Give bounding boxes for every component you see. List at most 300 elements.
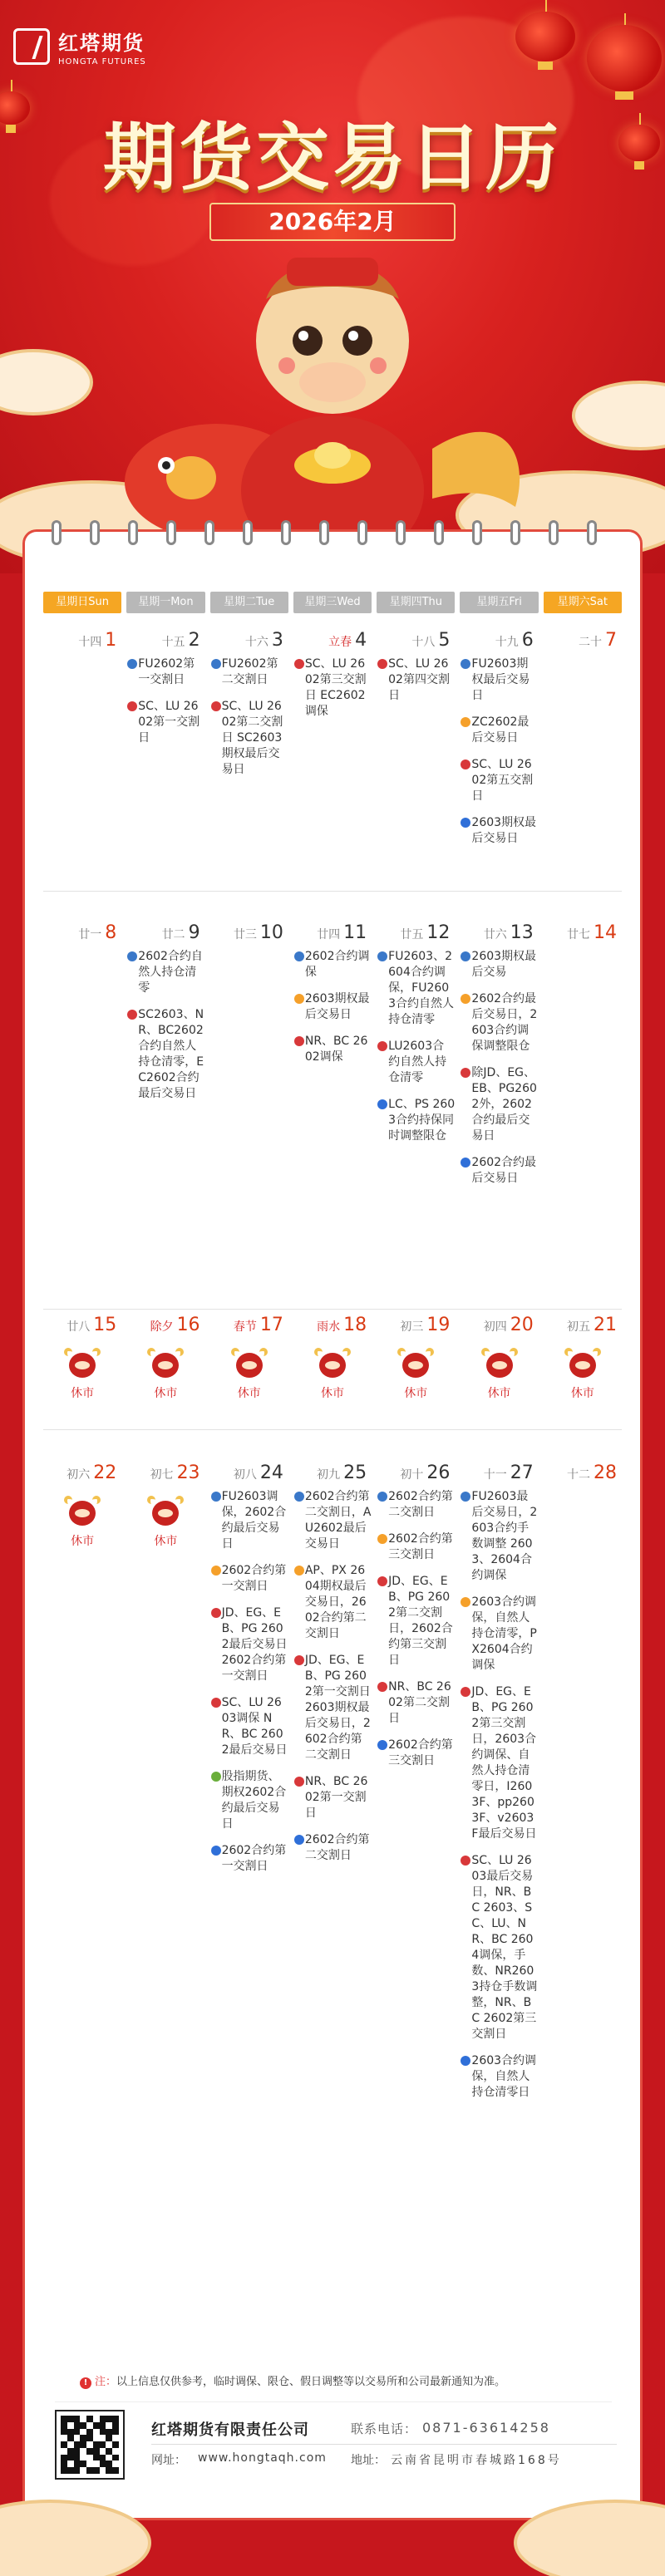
day-header <box>460 1461 538 1489</box>
calendar-event <box>126 949 204 996</box>
weekday-label: 星期三Wed <box>293 592 372 613</box>
event-text: 2603期权最后交易 <box>471 950 537 979</box>
binder-ring-icon <box>396 520 406 545</box>
event-text: 2602合约第一交割日 <box>221 1564 287 1593</box>
event-text: 2602合约最后交易日，2603合约调保调整限仓 <box>471 992 538 1053</box>
ox-mascot-icon <box>481 1346 518 1383</box>
binder-ring-icon <box>52 520 62 545</box>
lunar-date: 廿四 <box>317 928 341 941</box>
exchange-dot-icon <box>377 1099 387 1109</box>
holiday-label: 休市 <box>487 1387 511 1400</box>
holiday-marker <box>126 1346 204 1401</box>
calendar-event <box>460 1684 538 1842</box>
calendar-sheet <box>25 532 640 2518</box>
calendar-event <box>460 2053 538 2101</box>
day-cell <box>460 921 538 1197</box>
hero-banner <box>0 0 665 573</box>
calendar-event <box>126 1007 204 1102</box>
event-text: FU2603最后交易日，2603合约手数调整 2603、2604合约调保 <box>471 1490 538 1582</box>
exchange-dot-icon <box>461 1687 470 1697</box>
footer-rule <box>151 2444 617 2445</box>
holiday-marker <box>460 1346 538 1401</box>
exchange-dot-icon <box>294 1036 304 1046</box>
day-cell <box>43 921 121 1197</box>
day-header <box>126 628 204 656</box>
calendar-event <box>377 1039 455 1086</box>
exchange-dot-icon <box>211 1772 221 1782</box>
day-cell <box>377 1461 455 2111</box>
event-text: SC、LU 2602第二交割日 SC2603期权最后交易日 <box>221 700 283 776</box>
calendar-event <box>210 699 288 778</box>
lunar-date: 廿八 <box>66 1320 91 1334</box>
calendar-event <box>460 757 538 804</box>
warning-icon: ! <box>80 2377 91 2389</box>
lunar-date: 二十 <box>578 636 602 649</box>
event-text: 2603合约调保，自然人持仓清零，PX2604合约调保 <box>471 1595 537 1672</box>
calendar-event <box>377 1679 455 1727</box>
ox-mascot-icon <box>64 1346 101 1383</box>
day-header <box>460 628 538 656</box>
event-text: 2602合约第三交割日 <box>388 1532 453 1561</box>
lunar-date: 初三 <box>400 1320 424 1334</box>
lunar-date: 十九 <box>495 636 519 649</box>
exchange-dot-icon <box>461 1158 470 1168</box>
lunar-date: 十四 <box>78 636 102 649</box>
day-number: 26 <box>426 1463 451 1483</box>
day-number: 7 <box>604 630 617 651</box>
event-text: SC、LU 2603调保 NR、BC 2602最后交易日 <box>221 1696 288 1757</box>
logo-mark-icon <box>13 28 50 65</box>
exchange-dot-icon <box>461 1492 470 1502</box>
exchange-dot-icon <box>461 659 470 669</box>
lunar-date: 初十 <box>400 1468 424 1482</box>
day-number: 18 <box>343 1315 367 1335</box>
address-label: 地址： <box>351 2454 386 2467</box>
exchange-dot-icon <box>127 659 137 669</box>
calendar-event <box>460 715 538 746</box>
calendar-event <box>460 991 538 1054</box>
exchange-dot-icon <box>211 1608 221 1618</box>
note-label: 注： <box>95 2376 117 2388</box>
weekday-label: 星期日Sun <box>43 592 121 613</box>
exchange-dot-icon <box>461 818 470 828</box>
event-text: 2602合约第一交割日 <box>221 1844 287 1873</box>
note-text: 以上信息仅供参考，临时调保、限仓、假日调整等以交易所和公司最新通知为准。 <box>116 2376 506 2388</box>
exchange-dot-icon <box>377 1576 387 1586</box>
event-text: JD、EG、EB、PG 2602最后交易日 2602合约第一交割日 <box>221 1606 288 1683</box>
day-header <box>293 921 372 949</box>
binder-ring-icon <box>549 520 559 545</box>
day-header <box>210 921 288 949</box>
lunar-date: 雨水 <box>317 1320 341 1334</box>
calendar-event <box>126 656 204 688</box>
day-header <box>377 1461 455 1489</box>
binder-ring-icon <box>243 520 253 545</box>
day-cell <box>210 921 288 1197</box>
day-cell <box>293 1461 372 2111</box>
calendar-event <box>460 1489 538 1584</box>
event-text: LU2603合约自然人持仓清零 <box>388 1040 447 1084</box>
holiday-label: 休市 <box>237 1387 261 1400</box>
day-cell <box>377 1313 455 1401</box>
day-cell <box>293 628 372 858</box>
exchange-dot-icon <box>294 951 304 961</box>
lunar-date: 十八 <box>411 636 436 649</box>
event-text: FU2602第一交割日 <box>138 657 195 686</box>
day-cell <box>460 1313 538 1401</box>
day-cell <box>210 628 288 858</box>
calendar-event <box>293 949 372 981</box>
brand-logo <box>13 27 146 66</box>
exchange-dot-icon <box>294 659 304 669</box>
phone-label: 联系电话： <box>351 2421 418 2436</box>
day-header <box>210 1313 288 1341</box>
exchange-dot-icon <box>211 1846 221 1856</box>
day-number: 19 <box>426 1315 451 1335</box>
exchange-dot-icon <box>211 1566 221 1576</box>
holiday-label: 休市 <box>154 1535 178 1548</box>
calendar-event <box>126 699 204 746</box>
binder-ring-icon <box>281 520 291 545</box>
event-text: JD、EG、EB、PG 2602第一交割日 2603期权最后交易日，2602合约第二交割日 <box>304 1654 371 1762</box>
lunar-date: 十一 <box>483 1468 507 1482</box>
lunar-date: 廿一 <box>78 928 102 941</box>
binder-ring-icon <box>434 520 444 545</box>
event-text: 2603合约调保，自然人持仓清零日 <box>471 2054 537 2099</box>
event-text: SC、LU 2602第三交割日 EC2602调保 <box>304 657 367 718</box>
event-text: 2602合约第二交割日，AU2602最后交易日 <box>304 1490 372 1551</box>
lantern-icon <box>515 12 575 61</box>
exchange-dot-icon <box>461 1068 470 1078</box>
week-divider <box>43 1309 622 1310</box>
day-number: 22 <box>93 1463 117 1483</box>
holiday-marker <box>377 1346 455 1401</box>
exchange-dot-icon <box>377 1740 387 1750</box>
event-text: AP、PX 2604期权最后交易日，2602合约第二交割日 <box>304 1564 367 1640</box>
day-number: 16 <box>176 1315 200 1335</box>
holiday-marker <box>126 1494 204 1549</box>
event-text: 2602合约第二交割日 <box>304 1833 370 1862</box>
event-text: SC2603、NR、BC2602合约自然人持仓清零，EC2602合约最后交易日 <box>138 1008 204 1100</box>
ox-mascot-icon <box>147 1346 184 1383</box>
day-cell <box>544 921 622 1197</box>
event-text: 2602合约第二交割日 <box>388 1490 453 1519</box>
day-cell <box>293 921 372 1197</box>
day-number: 15 <box>93 1315 117 1335</box>
day-header <box>210 1461 288 1489</box>
exchange-dot-icon <box>211 659 221 669</box>
weekday-header <box>43 592 622 613</box>
calendar-event <box>377 1574 455 1669</box>
company-name: 红塔期货有限责任公司 <box>151 2421 309 2439</box>
day-cell <box>460 628 538 858</box>
calendar-event <box>377 656 455 704</box>
day-number: 27 <box>510 1463 534 1483</box>
calendar-event <box>377 949 455 1028</box>
exchange-dot-icon <box>461 760 470 769</box>
event-text: 2603期权最后交易日 <box>471 816 537 845</box>
day-header <box>293 1313 372 1341</box>
day-header <box>43 1461 121 1489</box>
exchange-dot-icon <box>294 1777 304 1787</box>
calendar-event <box>210 1695 288 1758</box>
footer-divider <box>55 2401 612 2402</box>
holiday-marker <box>293 1346 372 1401</box>
holiday-marker <box>210 1346 288 1401</box>
day-header <box>293 1461 372 1489</box>
exchange-dot-icon <box>127 1010 137 1020</box>
event-text: SC、LU 2602第五交割日 <box>471 758 534 803</box>
lunar-date: 除夕 <box>150 1320 174 1334</box>
lunar-date: 廿六 <box>483 928 507 941</box>
exchange-dot-icon <box>461 951 470 961</box>
calendar-week <box>43 1461 622 2111</box>
horse-mascot-icon <box>241 258 424 565</box>
event-text: 股指期货、期权2602合约最后交易日 <box>221 1770 287 1831</box>
exchange-dot-icon <box>461 2056 470 2066</box>
day-number: 5 <box>438 630 451 651</box>
holiday-marker <box>43 1346 121 1401</box>
website-label: 网址： <box>151 2454 186 2467</box>
day-number: 24 <box>259 1463 283 1483</box>
day-cell <box>544 1313 622 1401</box>
calendar-event <box>210 1563 288 1595</box>
calendar-event <box>460 1155 538 1187</box>
day-header <box>126 1461 204 1489</box>
binder-ring-icon <box>166 520 176 545</box>
week-divider <box>43 891 622 892</box>
day-cell <box>544 628 622 858</box>
exchange-dot-icon <box>127 701 137 711</box>
mascot-illustration <box>0 241 665 573</box>
binder-ring-icon <box>204 520 214 545</box>
exchange-dot-icon <box>127 951 137 961</box>
day-cell <box>43 628 121 858</box>
weekday-label: 星期五Fri <box>460 592 538 613</box>
day-cell <box>293 1313 372 1401</box>
ox-mascot-icon <box>231 1346 268 1383</box>
day-header <box>43 921 121 949</box>
binder-ring-icon <box>472 520 482 545</box>
event-text: FU2602第二交割日 <box>221 657 278 686</box>
calendar-event <box>210 1843 288 1875</box>
day-number: 12 <box>426 922 451 943</box>
holiday-label: 休市 <box>71 1387 95 1400</box>
calendar-event <box>460 1065 538 1144</box>
event-text: FU2603调保，2602合约最后交易日 <box>221 1490 287 1551</box>
lunar-date: 春节 <box>233 1320 257 1334</box>
exchange-dot-icon <box>377 1041 387 1051</box>
event-text: ZC2602最后交易日 <box>471 715 530 745</box>
disclaimer-note <box>80 2372 628 2389</box>
day-cell <box>460 1461 538 2111</box>
binder-ring-icon <box>587 520 597 545</box>
day-cell <box>43 1313 121 1401</box>
event-text: SC、LU 2603最后交易日，NR、BC 2603、SC、LU、NR、BC 2604调保，手数、NR2603持仓手数调整，NR、BC 2602第三交割日 <box>471 1854 538 2041</box>
calendar-event <box>293 1832 372 1864</box>
event-text: FU2603、2604合约调保，FU2603合约自然人持仓清零 <box>388 950 455 1026</box>
website-link[interactable]: www.hongtaqh.com <box>198 2451 327 2465</box>
exchange-dot-icon <box>294 1566 304 1576</box>
day-cell <box>126 1313 204 1401</box>
event-text: JD、EG、EB、PG 2602第三交割日，2603合约调保、自然人持仓清零日，I2603F、pp2603F、v2603F最后交易日 <box>471 1685 537 1841</box>
event-text: NR、BC 2602第一交割日 <box>304 1775 368 1820</box>
phone-number: 0871-63614258 <box>422 2420 550 2436</box>
ox-mascot-icon <box>147 1494 184 1531</box>
binder-ring-icon <box>357 520 367 545</box>
calendar-event <box>210 1605 288 1684</box>
day-number: 9 <box>188 922 200 943</box>
weekday-label: 星期一Mon <box>126 592 204 613</box>
day-number: 10 <box>259 922 283 943</box>
day-cell <box>210 1461 288 2111</box>
day-number: 8 <box>105 922 117 943</box>
weekday-label: 星期二Tue <box>210 592 288 613</box>
calendar-week <box>43 628 622 858</box>
event-text: FU2603期权最后交易日 <box>471 657 530 702</box>
calendar-event <box>377 1531 455 1563</box>
binder-ring-icon <box>319 520 329 545</box>
day-header <box>126 921 204 949</box>
event-text: JD、EG、EB、PG 2602第二交割日，2602合约第三交割日 <box>388 1575 453 1667</box>
exchange-dot-icon <box>211 1698 221 1708</box>
event-text: SC、LU 2602第一交割日 <box>138 700 200 745</box>
lunar-date: 廿二 <box>161 928 185 941</box>
bottom-decoration <box>0 2460 665 2576</box>
event-text: NR、BC 2602调保 <box>304 1035 368 1064</box>
day-header <box>544 628 622 656</box>
exchange-dot-icon <box>377 659 387 669</box>
holiday-label: 休市 <box>404 1387 428 1400</box>
ox-mascot-icon <box>564 1346 601 1383</box>
day-number: 1 <box>105 630 117 651</box>
calendar-week <box>43 1313 622 1401</box>
day-number: 23 <box>176 1463 200 1483</box>
day-header <box>544 921 622 949</box>
day-cell <box>377 921 455 1197</box>
page-title: 期货交易日历 <box>102 114 562 200</box>
day-number: 2 <box>188 630 200 651</box>
week-divider <box>43 1429 622 1430</box>
day-number: 14 <box>593 922 617 943</box>
calendar-event <box>293 1563 372 1642</box>
calendar-event <box>293 1653 372 1763</box>
calendar-event <box>293 656 372 720</box>
day-header <box>377 921 455 949</box>
lunar-date: 初五 <box>566 1320 590 1334</box>
exchange-dot-icon <box>461 1856 470 1866</box>
ox-mascot-icon <box>397 1346 434 1383</box>
day-cell <box>43 1461 121 2111</box>
lunar-date: 初七 <box>150 1468 174 1482</box>
lunar-date: 初八 <box>233 1468 257 1482</box>
day-number: 28 <box>593 1463 617 1483</box>
day-header <box>43 628 121 656</box>
lunar-date: 廿五 <box>400 928 424 941</box>
event-text: 2602合约自然人持仓清零 <box>138 950 203 995</box>
exchange-dot-icon <box>294 1655 304 1665</box>
day-header <box>544 1313 622 1341</box>
exchange-dot-icon <box>294 1835 304 1845</box>
calendar-event <box>460 656 538 704</box>
lunar-date: 立春 <box>328 636 352 649</box>
calendar-event <box>293 1034 372 1065</box>
lunar-date: 十五 <box>161 636 185 649</box>
month-label: 2026年2月 <box>209 203 456 241</box>
lunar-date: 十二 <box>566 1468 590 1482</box>
day-number: 17 <box>259 1315 283 1335</box>
calendar-event <box>293 1774 372 1821</box>
lunar-date: 十六 <box>244 636 268 649</box>
exchange-dot-icon <box>377 951 387 961</box>
calendar-event <box>210 656 288 688</box>
day-header <box>460 921 538 949</box>
day-cell <box>377 628 455 858</box>
day-cell <box>126 921 204 1197</box>
exchange-dot-icon <box>461 1597 470 1607</box>
weekday-label: 星期四Thu <box>377 592 455 613</box>
binder-ring-icon <box>510 520 520 545</box>
exchange-dot-icon <box>461 994 470 1004</box>
day-header <box>377 1313 455 1341</box>
lunar-date: 廿三 <box>233 928 257 941</box>
day-header <box>377 628 455 656</box>
day-number: 25 <box>343 1463 367 1483</box>
event-text: 2603期权最后交易日 <box>304 992 370 1021</box>
event-text: NR、BC 2602第二交割日 <box>388 1680 451 1725</box>
day-number: 13 <box>510 922 534 943</box>
day-cell <box>210 1313 288 1401</box>
calendar-week <box>43 921 622 1197</box>
day-cell <box>126 1461 204 2111</box>
event-text: LC、PS 2603合约持保同时调整限仓 <box>388 1098 456 1143</box>
calendar-event <box>460 949 538 981</box>
lunar-date: 初六 <box>66 1468 91 1482</box>
holiday-label: 休市 <box>320 1387 344 1400</box>
holiday-label: 休市 <box>71 1535 95 1548</box>
day-header <box>43 1313 121 1341</box>
ox-mascot-icon <box>64 1494 101 1531</box>
lunar-date: 初九 <box>317 1468 341 1482</box>
cloud-icon <box>0 2501 665 2576</box>
lunar-date: 初四 <box>483 1320 507 1334</box>
binder-ring-icon <box>128 520 138 545</box>
event-text: SC、LU 2602第四交割日 <box>388 657 450 702</box>
calendar-event <box>377 1738 455 1769</box>
holiday-marker <box>544 1346 622 1401</box>
exchange-dot-icon <box>377 1492 387 1502</box>
event-text: 2602合约最后交易日 <box>471 1156 537 1185</box>
calendar-event <box>460 1853 538 2043</box>
calendar-event <box>377 1097 455 1144</box>
day-number: 6 <box>521 630 534 651</box>
exchange-dot-icon <box>377 1534 387 1544</box>
calendar-event <box>377 1489 455 1521</box>
exchange-dot-icon <box>294 1492 304 1502</box>
holiday-marker <box>43 1494 121 1549</box>
day-cell <box>544 1461 622 2111</box>
binder-ring-icon <box>90 520 100 545</box>
calendar-event <box>293 1489 372 1552</box>
brand-name-en: HONGTA FUTURES <box>58 57 146 66</box>
calendar-event <box>210 1769 288 1832</box>
day-number: 11 <box>343 922 367 943</box>
event-text: 2602合约调保 <box>304 950 370 979</box>
exchange-dot-icon <box>294 994 304 1004</box>
exchange-dot-icon <box>377 1682 387 1692</box>
event-text: 2602合约第三交割日 <box>388 1738 453 1767</box>
calendar-event <box>210 1489 288 1552</box>
